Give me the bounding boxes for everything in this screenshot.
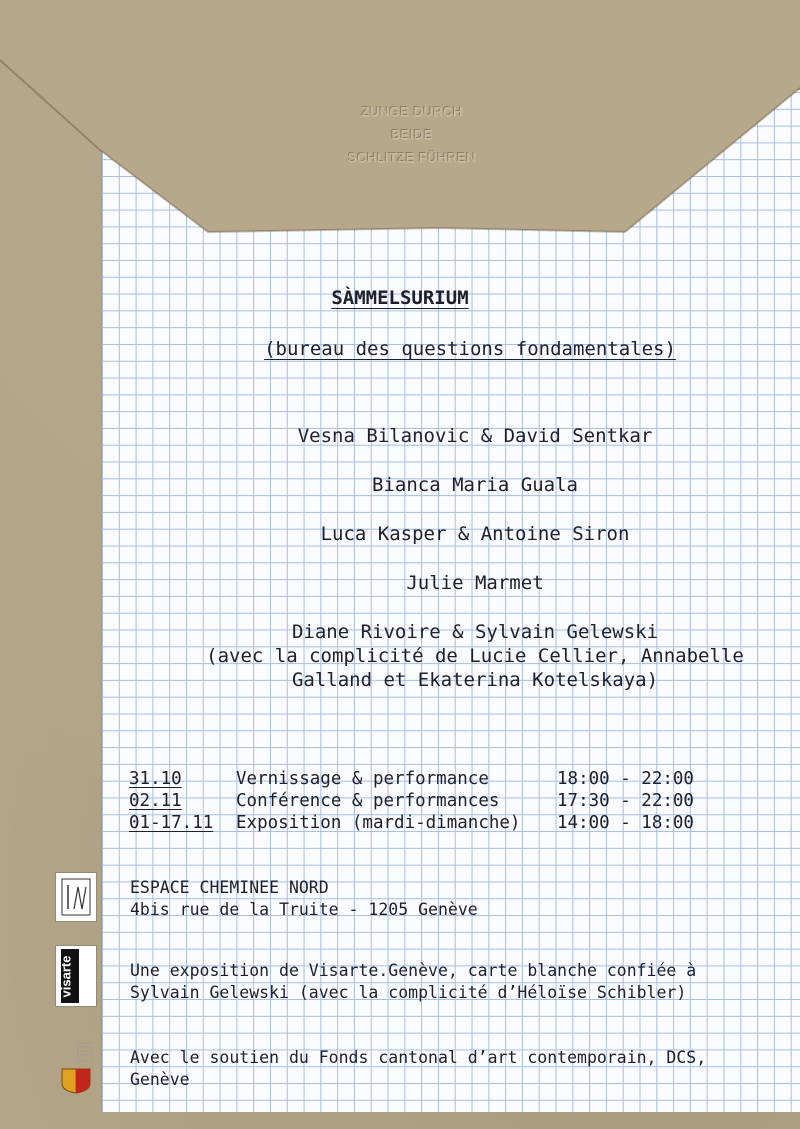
- schedule-time: 18:00 - 22:00: [557, 769, 694, 789]
- schedule-time: 17:30 - 22:00: [557, 791, 694, 811]
- schedule-event: Conférence & performances: [236, 791, 500, 811]
- schedule-date: 01-17.11: [129, 813, 214, 833]
- credit-line: Galland et Ekaterina Kotelskaya): [291, 669, 659, 691]
- poster-title: SÀMMELSURIUM: [331, 287, 469, 309]
- exhibition-credit: [130, 960, 696, 1004]
- geneve-coat-of-arms-logo: [56, 1035, 96, 1095]
- exhibition-line: Sylvain Gelewski (avec la complicité d’Héloïse Schibler): [130, 983, 687, 1002]
- venue-block: [130, 877, 478, 921]
- schedule-table: [129, 768, 694, 834]
- exhibition-line: Une exposition de Visarte.Genève, carte blanche confiée à: [130, 961, 697, 980]
- schedule-date: 02.11: [129, 791, 182, 811]
- support-line: Avec le soutien du Fonds cantonal d’art contemporain, DCS,: [130, 1048, 707, 1067]
- artist-entry: Diane Rivoire & Sylvain Gelewski: [291, 621, 659, 643]
- schedule-row: [129, 812, 694, 834]
- emboss-line-1: ZUNGE DURCH: [361, 104, 463, 119]
- schedule-row: [129, 790, 694, 812]
- schedule-row: [129, 768, 694, 790]
- support-credit: [130, 1047, 706, 1091]
- artist-entry: Bianca Maria Guala: [372, 474, 578, 496]
- visarte-wordmark: [58, 949, 79, 1003]
- schedule-date: 31.10: [129, 769, 182, 789]
- support-line: Genève: [130, 1070, 190, 1089]
- artist-entry: Vesna Bilanovic & David Sentkar: [297, 425, 653, 447]
- visarte-text: visarte: [58, 955, 74, 998]
- schedule-event: Vernissage & performance: [236, 769, 489, 789]
- embossed-instructions: [322, 100, 502, 169]
- artist-list: [150, 423, 800, 693]
- artist-entry: Julie Marmet: [406, 572, 544, 594]
- visarte-logo: [56, 946, 96, 1006]
- venue-name: ESPACE CHEMINEE NORD: [130, 878, 329, 897]
- artist-entry: Luca Kasper & Antoine Siron: [320, 523, 630, 545]
- credit-line: (avec la complicité de Lucie Cellier, Annabelle: [206, 645, 744, 667]
- emboss-line-2: BEIDE: [391, 127, 433, 142]
- cheminee-nord-logo: [56, 873, 96, 921]
- poster-subtitle: (bureau des questions fondamentales): [264, 338, 676, 360]
- venue-address: 4bis rue de la Truite - 1205 Genève: [130, 900, 478, 919]
- emboss-line-3: SCHLITZE FÜHREN: [347, 150, 477, 165]
- schedule-event: Exposition (mardi-dimanche): [236, 813, 521, 833]
- schedule-time: 14:00 - 18:00: [557, 813, 694, 833]
